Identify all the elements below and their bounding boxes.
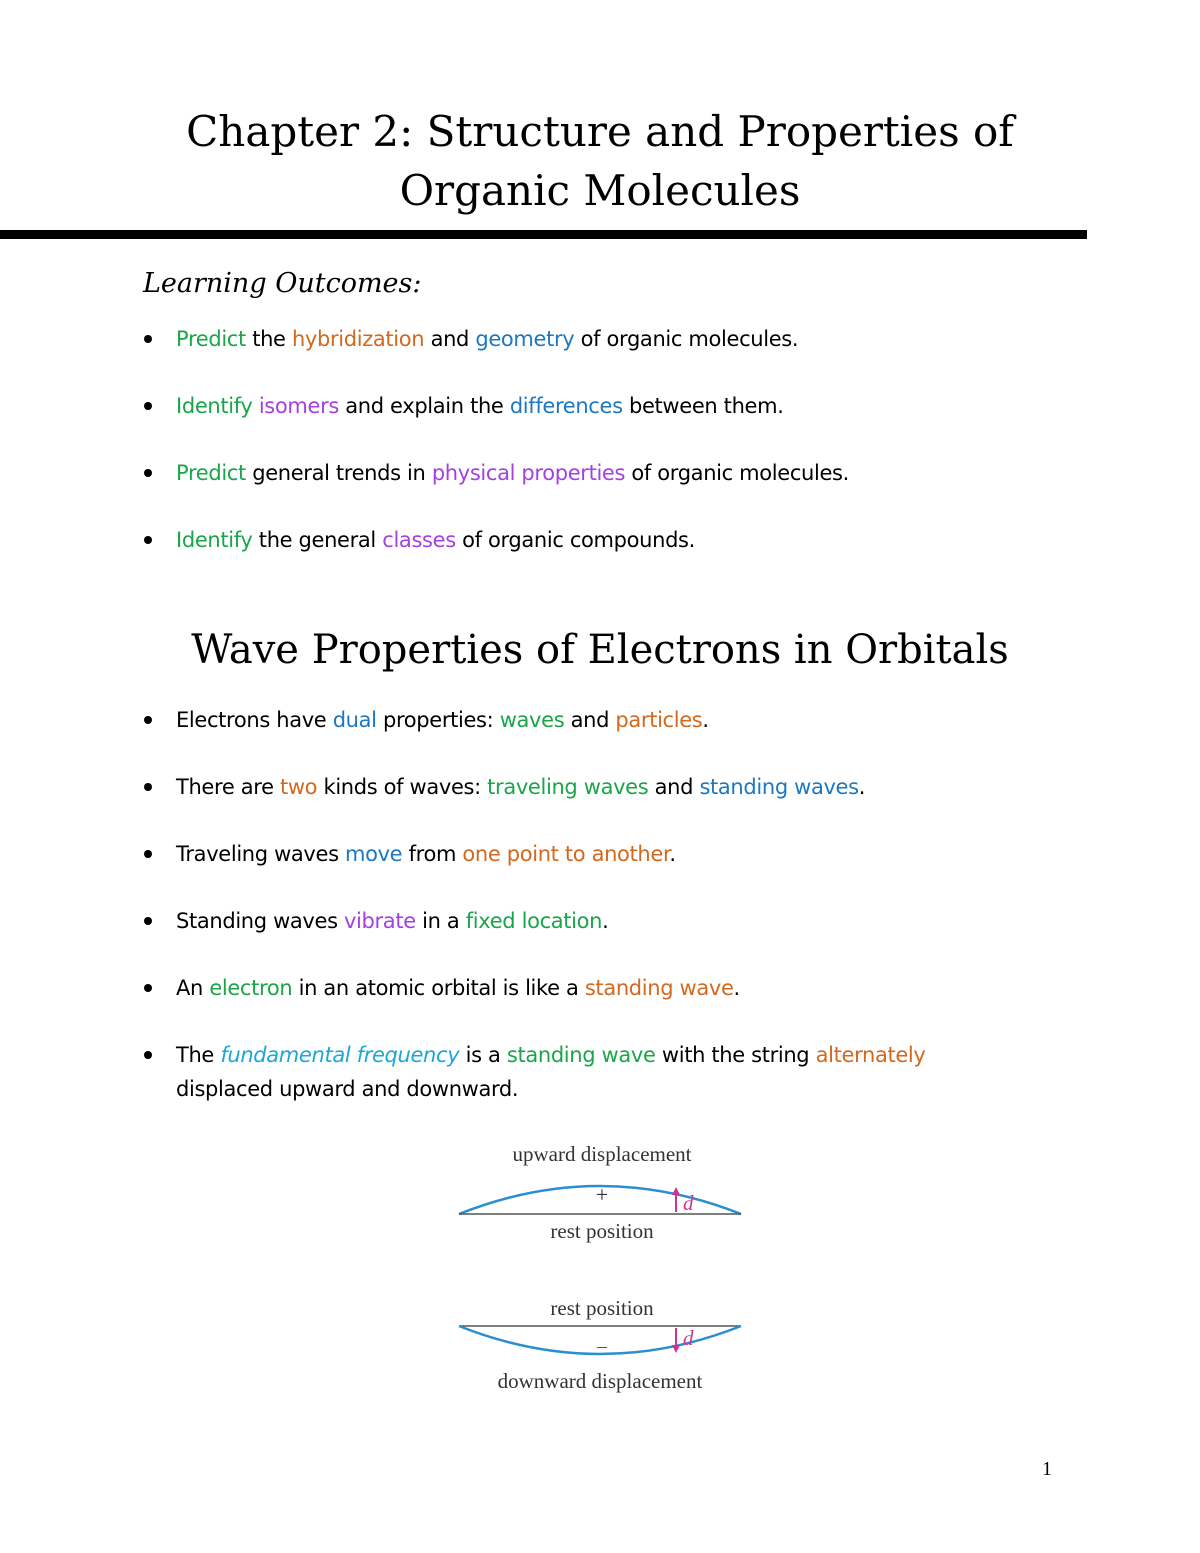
list-item: Standing waves vibrate in a fixed location.	[176, 904, 1056, 938]
lower-rest-position-label: rest position	[550, 1296, 654, 1320]
upward-arrowhead-icon	[672, 1187, 680, 1195]
list-item: Identify the general classes of organic compounds.	[176, 523, 1056, 557]
list-item: There are two kinds of waves: traveling waves and standing waves.	[176, 770, 1056, 804]
lower-d-label: d	[683, 1326, 694, 1350]
title-divider	[0, 230, 1087, 239]
list-item: Identify isomers and explain the differences between them.	[176, 389, 1056, 423]
learning-outcomes-heading: Learning Outcomes:	[143, 268, 422, 299]
standing-wave-diagram	[440, 1130, 760, 1410]
page-title-line-1: Chapter 2: Structure and Properties of	[186, 107, 1014, 156]
list-item: Electrons have dual properties: waves and particles.	[176, 703, 1056, 737]
downward-arrowhead-icon	[672, 1345, 680, 1353]
upward-displacement-label: upward displacement	[512, 1142, 692, 1166]
list-item: Traveling waves move from one point to another.	[176, 837, 1056, 871]
downward-displacement-label: downward displacement	[497, 1369, 703, 1393]
page-number: 1	[1042, 1458, 1052, 1480]
list-item: The fundamental frequency is a standing wave with the string alternately displaced upward and downward.	[176, 1038, 1016, 1106]
negative-sign: –	[597, 1335, 607, 1357]
page-title-line-2: Organic Molecules	[399, 166, 801, 215]
positive-sign: +	[595, 1182, 609, 1207]
wave-properties-heading: Wave Properties of Electrons in Orbitals	[191, 627, 1009, 673]
upper-rest-position-label: rest position	[550, 1219, 654, 1243]
list-item: An electron in an atomic orbital is like a standing wave.	[176, 971, 1056, 1005]
list-item: Predict the hybridization and geometry of organic molecules.	[176, 322, 1056, 356]
list-item: Predict general trends in physical properties of organic molecules.	[176, 456, 1056, 490]
upper-d-label: d	[683, 1191, 694, 1215]
